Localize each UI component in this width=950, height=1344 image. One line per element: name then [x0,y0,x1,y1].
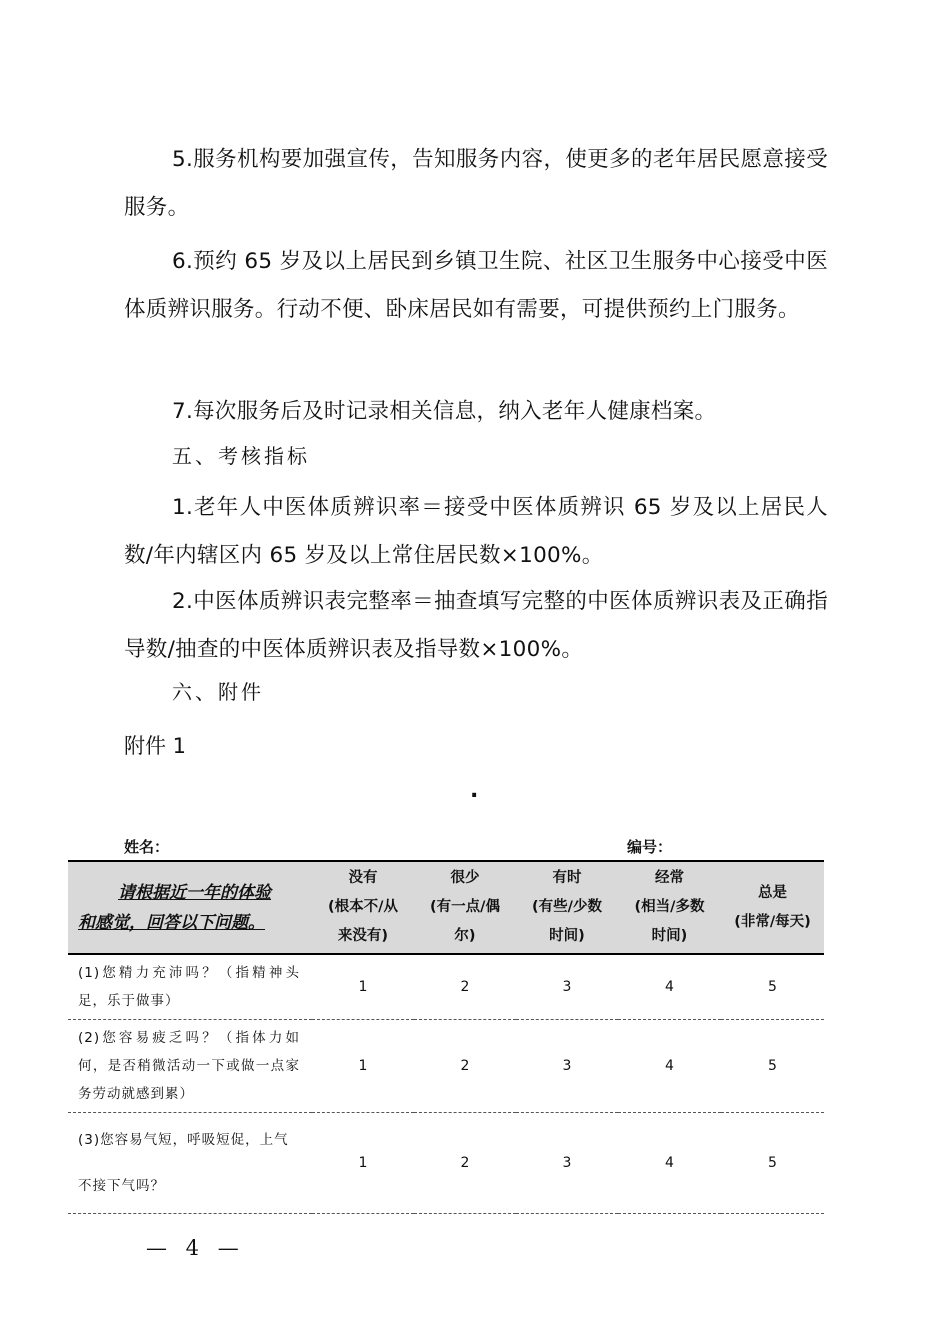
score-cell[interactable]: 1 [312,1020,414,1113]
score-cell[interactable]: 5 [721,954,824,1020]
paragraph-5: 5.服务机构要加强宣传，告知服务内容，使更多的老年居民愿意接受服务。 [124,147,828,220]
table-row [68,954,824,1020]
option-header-always: 总是 (非常/每天) [721,861,824,954]
center-mark: . [470,778,479,803]
option-header-rarely: 很少 (有一点/偶 尔) [414,861,516,954]
table-row [68,1020,824,1113]
question-header: 请根据近一年的体验 和感觉，回答以下问题。 [68,861,312,954]
score-cell[interactable]: 2 [414,1020,516,1113]
option-header-sometimes: 有时 (有些/少数 时间) [516,861,618,954]
question-text: (1)您精力充沛吗？（指精神头足，乐于做事） [68,954,312,1020]
metric-1: 1.老年人中医体质辨识率＝接受中医体质辨识 65 岁及以上居民人数/年内辖区内 65 岁及以上常住居民数×100%。 [124,495,828,568]
score-cell[interactable]: 3 [516,1020,618,1113]
score-cell[interactable]: 1 [312,1113,414,1214]
score-cell[interactable]: 1 [312,954,414,1020]
question-text: (2)您容易疲乏吗？（指体力如何，是否稍微活动一下或做一点家务劳动就感到累） [68,1020,312,1113]
number-label: 编号： [627,838,673,856]
section-heading-annex: 六、附件 [172,680,264,704]
section-heading-assessment: 五、考核指标 [172,444,310,468]
score-cell[interactable]: 2 [414,1113,516,1214]
score-cell[interactable]: 4 [618,954,721,1020]
annex-label: 附件 1 [124,734,187,758]
paragraph-6: 6.预约 65 岁及以上居民到乡镇卫生院、社区卫生服务中心接受中医体质辨识服务。行动不便、卧床居民如有需要，可提供预约上门服务。 [124,249,828,322]
score-cell[interactable]: 4 [618,1113,721,1214]
score-cell[interactable]: 2 [414,954,516,1020]
name-label: 姓名： [124,838,170,856]
score-cell[interactable]: 5 [721,1113,824,1214]
question-text: (3)您容易气短，呼吸短促，上气 不接下气吗？ [68,1113,312,1214]
table-row [68,1113,824,1214]
constitution-survey-table [68,860,824,1214]
score-cell[interactable]: 3 [516,1113,618,1214]
metric-2: 2.中医体质辨识表完整率＝抽查填写完整的中医体质辨识表及正确指导数/抽查的中医体质辨识表及指导数×100%。 [124,589,828,662]
score-cell[interactable]: 4 [618,1020,721,1113]
page-number: — 4 — [146,1236,245,1260]
option-header-often: 经常 (相当/多数 时间) [618,861,721,954]
option-header-never: 没有 (根本不/从 来没有) [312,861,414,954]
paragraph-7: 7.每次服务后及时记录相关信息，纳入老年人健康档案。 [172,399,717,424]
score-cell[interactable]: 3 [516,954,618,1020]
score-cell[interactable]: 5 [721,1020,824,1113]
table-header-row [68,861,824,954]
